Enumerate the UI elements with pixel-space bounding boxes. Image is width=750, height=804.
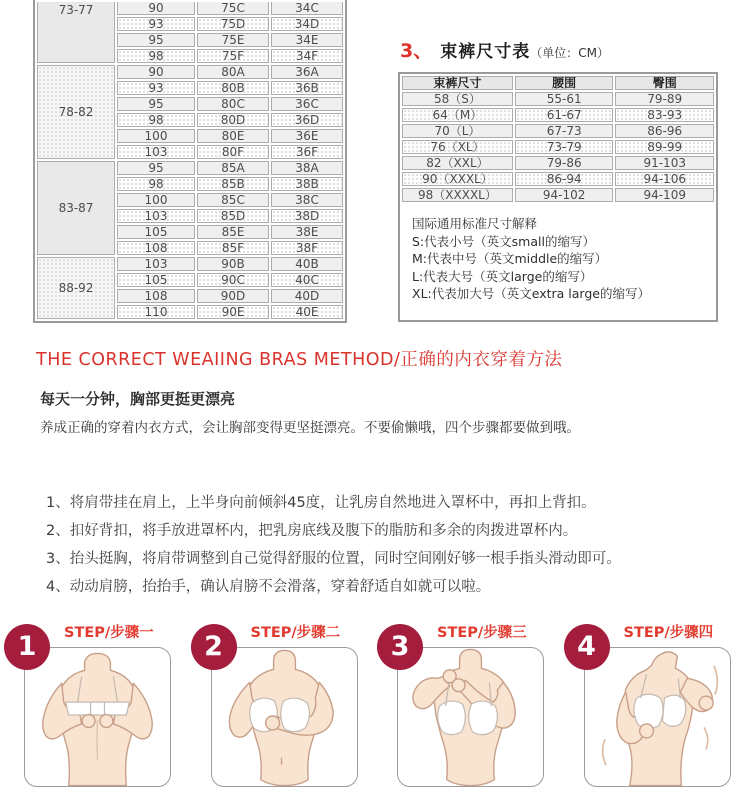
girdle-header-cell: 腰围 — [515, 76, 614, 90]
step-illustration-box — [24, 647, 171, 787]
size-cell: 38A — [271, 161, 343, 175]
girdle-table-row — [402, 156, 714, 170]
size-cell: 90E — [197, 305, 269, 319]
size-charts-section — [0, 0, 750, 322]
size-cell: 34F — [271, 49, 343, 63]
instruction-line: 2、扣好背扣，将手放进罩杯内，把乳房底线及腹下的脂肪和多余的肉拨进罩杯内。 — [46, 523, 578, 539]
girdle-size-cell: 67-73 — [515, 124, 614, 138]
intro-text: 养成正确的穿着内衣方式，会让胸部变得更坚挺漂亮。不要偷懒哦，四个步骤都要做到哦。 — [40, 420, 580, 436]
step-illustration-tucking — [212, 648, 357, 786]
size-cell: 105 — [117, 225, 195, 239]
girdle-size-cell: 79-86 — [515, 156, 614, 170]
size-cell: 85E — [197, 225, 269, 239]
girdle-table-row — [402, 140, 714, 154]
size-cell: 93 — [117, 17, 195, 31]
size-cell: 34D — [271, 17, 343, 31]
size-cell: 90C — [197, 273, 269, 287]
size-cell: 100 — [117, 129, 195, 143]
size-cell: 75D — [197, 17, 269, 31]
international-size-notes — [400, 204, 716, 303]
size-cell: 38E — [271, 225, 343, 239]
step-label: STEP/步骤三 — [437, 625, 527, 641]
step-number-badge: 2 — [191, 624, 237, 670]
girdle-size-cell: 98（XXXXL） — [402, 188, 513, 202]
size-cell: 36C — [271, 97, 343, 111]
size-cell: 38D — [271, 209, 343, 223]
step-label: STEP/步骤四 — [623, 625, 714, 641]
step-number-badge: 4 — [564, 624, 610, 670]
girdle-size-cell: 55-61 — [515, 92, 614, 106]
girdle-size-cell: 94-102 — [515, 188, 614, 202]
size-cell: 98 — [117, 177, 195, 191]
step-number-badge: 1 — [4, 624, 50, 670]
step-illustration-check-fit — [585, 648, 730, 786]
girdle-size-cell: 82（XXL） — [402, 156, 513, 170]
size-cell: 85B — [197, 177, 269, 191]
size-cell: 38B — [271, 177, 343, 191]
girdle-size-cell: 73-79 — [515, 140, 614, 154]
size-cell: 95 — [117, 33, 195, 47]
girdle-header-row — [402, 76, 714, 90]
size-note-line: M:代表中号（英文middle的缩写） — [412, 251, 608, 266]
size-cell: 40E — [271, 305, 343, 319]
girdle-size-cell: 94-109 — [615, 188, 714, 202]
size-cell: 98 — [117, 113, 195, 127]
instruction-line: 4、动动肩膀，抬抬手，确认肩膀不会滑落，穿着舒适自如就可以啦。 — [46, 579, 491, 595]
size-cell: 108 — [117, 241, 195, 255]
girdle-size-cell: 76（XL） — [402, 140, 513, 154]
underbust-range-cell: 73-77 — [37, 2, 115, 63]
bra-table-row — [37, 65, 343, 79]
size-cell: 85F — [197, 241, 269, 255]
size-cell: 75F — [197, 49, 269, 63]
size-cell: 103 — [117, 145, 195, 159]
size-cell: 110 — [117, 305, 195, 319]
size-cell: 36E — [271, 129, 343, 143]
size-cell: 90 — [117, 2, 195, 15]
size-cell: 80A — [197, 65, 269, 79]
method-heading: THE CORRECT WEAIING BRAS METHOD/正确的内衣穿着方法 — [36, 350, 563, 370]
step-figures-row — [0, 621, 750, 789]
size-cell: 36B — [271, 81, 343, 95]
size-cell: 100 — [117, 193, 195, 207]
underbust-range-cell: 88-92 — [37, 257, 115, 319]
size-cell: 85C — [197, 193, 269, 207]
size-cell: 103 — [117, 257, 195, 271]
size-cell: 80D — [197, 113, 269, 127]
step-card — [2, 621, 189, 789]
size-note-line: XL:代表加大号（英文extra large的缩写） — [412, 286, 650, 301]
step-label: STEP/步骤二 — [250, 625, 341, 641]
size-cell: 34C — [271, 2, 343, 15]
girdle-header-cell: 束裤尺寸 — [402, 76, 513, 90]
bra-table-row — [37, 2, 343, 15]
size-cell: 103 — [117, 209, 195, 223]
step-card — [189, 621, 376, 789]
size-cell: 85A — [197, 161, 269, 175]
girdle-size-cell: 79-89 — [615, 92, 714, 106]
girdle-size-cell: 70（L） — [402, 124, 513, 138]
size-cell: 98 — [117, 49, 195, 63]
girdle-header-cell: 臀围 — [615, 76, 714, 90]
girdle-title-text: 束裤尺寸表 — [440, 42, 531, 62]
size-cell: 36D — [271, 113, 343, 127]
size-cell: 75C — [197, 2, 269, 15]
size-cell: 75E — [197, 33, 269, 47]
step-illustration-adjust-strap — [398, 648, 543, 786]
size-cell: 40C — [271, 273, 343, 287]
size-cell: 80E — [197, 129, 269, 143]
step-card — [562, 621, 749, 789]
size-cell: 40D — [271, 289, 343, 303]
girdle-size-cell: 83-93 — [615, 108, 714, 122]
step-illustration-box — [584, 647, 731, 787]
size-cell: 38F — [271, 241, 343, 255]
size-cell: 90 — [117, 65, 195, 79]
underbust-range-cell: 78-82 — [37, 65, 115, 159]
size-cell: 34E — [271, 33, 343, 47]
girdle-size-box — [398, 72, 718, 322]
intro-title: 每天一分钟，胸部更挺更漂亮 — [40, 390, 236, 408]
wearing-instructions-list — [46, 489, 750, 601]
size-cell: 80B — [197, 81, 269, 95]
size-cell: 85D — [197, 209, 269, 223]
bra-table-row — [37, 257, 343, 271]
size-cell: 40B — [271, 257, 343, 271]
size-cell: 95 — [117, 97, 195, 111]
girdle-size-table — [400, 74, 716, 204]
bra-size-table-wrap — [33, 0, 347, 323]
size-cell: 80F — [197, 145, 269, 159]
step-card — [375, 621, 562, 789]
size-note-line: 国际通用标准尺寸解释 — [412, 216, 538, 231]
girdle-table-row — [402, 124, 714, 138]
instruction-line: 1、将肩带挂在肩上，上半身向前倾斜45度，让乳房自然地进入罩杯中，再扣上背扣。 — [46, 495, 596, 511]
girdle-section — [398, 36, 718, 322]
girdle-size-cell: 64（M） — [402, 108, 513, 122]
step-illustration-box — [397, 647, 544, 787]
size-note-line: S:代表小号（英文small的缩写） — [412, 233, 595, 249]
girdle-table-row — [402, 108, 714, 122]
size-cell: 95 — [117, 161, 195, 175]
size-cell: 105 — [117, 273, 195, 287]
girdle-size-cell: 94-106 — [615, 172, 714, 186]
size-cell: 93 — [117, 81, 195, 95]
girdle-size-cell: 89-99 — [615, 140, 714, 154]
size-cell: 108 — [117, 289, 195, 303]
size-cell: 80C — [197, 97, 269, 111]
girdle-size-cell: 86-94 — [515, 172, 614, 186]
step-illustration-box — [211, 647, 358, 787]
method-intro — [40, 388, 750, 436]
girdle-title-number: 3、 — [400, 40, 433, 62]
girdle-size-cell: 91-103 — [615, 156, 714, 170]
girdle-size-cell: 86-96 — [615, 124, 714, 138]
girdle-size-cell: 58（S） — [402, 92, 513, 106]
bra-table-row — [37, 161, 343, 175]
bra-size-table — [33, 0, 347, 323]
size-cell: 36F — [271, 145, 343, 159]
girdle-table-row — [402, 188, 714, 202]
girdle-title-unit: （单位：CM） — [530, 46, 609, 60]
girdle-size-cell: 90（XXXL） — [402, 172, 513, 186]
step-label: STEP/步骤一 — [64, 625, 154, 641]
instruction-line: 3、抬头挺胸，将肩带调整到自己觉得舒服的位置，同时空间刚好够一根手指头滑动即可。 — [46, 551, 621, 567]
size-note-line: L:代表大号（英文large的缩写） — [412, 268, 593, 284]
girdle-table-row — [402, 92, 714, 106]
girdle-table-row — [402, 172, 714, 186]
girdle-size-cell: 61-67 — [515, 108, 614, 122]
girdle-title — [400, 36, 718, 63]
size-cell: 36A — [271, 65, 343, 79]
underbust-range-cell: 83-87 — [37, 161, 115, 255]
step-illustration-back-fastening — [25, 648, 170, 786]
size-cell: 38C — [271, 193, 343, 207]
size-cell: 90B — [197, 257, 269, 271]
step-number-badge: 3 — [377, 624, 423, 670]
size-cell: 90D — [197, 289, 269, 303]
